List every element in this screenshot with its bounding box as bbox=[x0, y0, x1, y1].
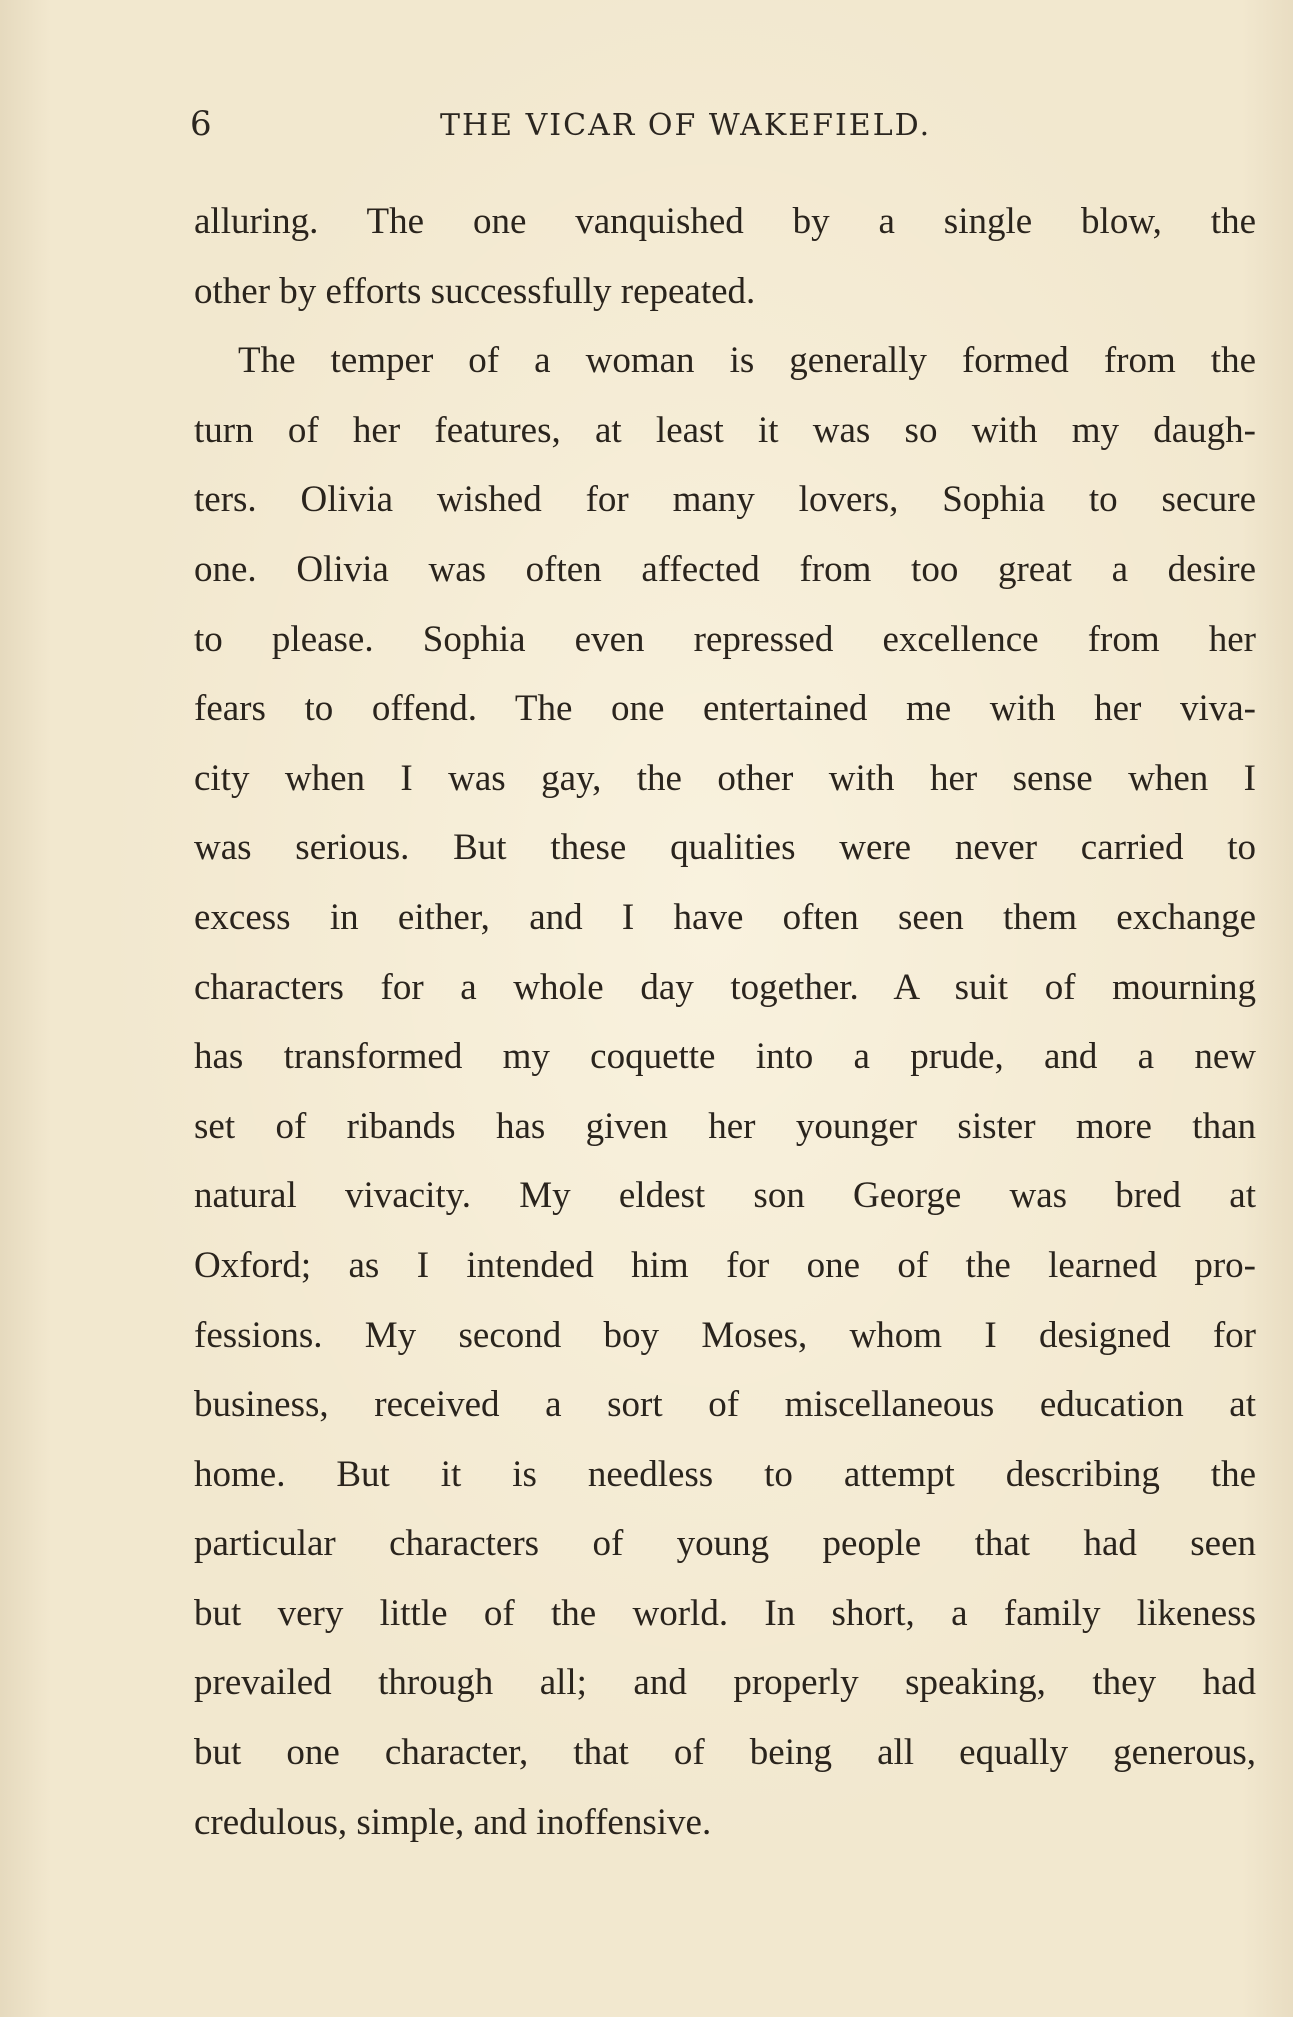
text-line: particular characters of young people that had seen bbox=[194, 1523, 1256, 1565]
text-line: other by efforts successfully repeated. bbox=[194, 270, 756, 312]
text-line: set of ribands has given her younger sister more than bbox=[194, 1105, 1256, 1147]
text-line: fears to offend. The one entertained me with her viva- bbox=[194, 688, 1256, 730]
text-line: but one character, that of being all equally generous, bbox=[194, 1732, 1256, 1774]
paragraph-1 bbox=[194, 187, 1256, 326]
text-line: business, received a sort of miscellaneous education at bbox=[194, 1384, 1256, 1426]
text-line: one. Olivia was often affected from too great a desire bbox=[194, 548, 1256, 590]
text-line: was serious. But these qualities were never carried to bbox=[194, 827, 1256, 869]
text-line: alluring. The one vanquished by a single blow, the bbox=[194, 201, 1256, 242]
text-line: Oxford; as I intended him for one of the learned pro- bbox=[194, 1244, 1256, 1286]
text-line: city when I was gay, the other with her sense when I bbox=[194, 757, 1256, 799]
text-line: fessions. My second boy Moses, whom I designed for bbox=[194, 1314, 1256, 1356]
text-line: credulous, simple, and inoffensive. bbox=[194, 1801, 712, 1843]
text-line: turn of her features, at least it was so with my daugh- bbox=[194, 409, 1256, 451]
text-line: The temper of a woman is generally formed from the bbox=[238, 340, 1256, 382]
text-line: characters for a whole day together. A suit of mourning bbox=[194, 966, 1256, 1008]
text-line: excess in either, and I have often seen them exchange bbox=[194, 896, 1256, 938]
body-text bbox=[194, 187, 1256, 1857]
text-line: home. But it is needless to attempt describing the bbox=[194, 1453, 1256, 1495]
page-header bbox=[190, 104, 1090, 154]
text-line: natural vivacity. My eldest son George was bred at bbox=[194, 1175, 1256, 1217]
text-line: prevailed through all; and properly speaking, they had bbox=[194, 1662, 1256, 1704]
paragraph-2 bbox=[194, 326, 1256, 1857]
page-number: 6 bbox=[190, 104, 212, 144]
text-line: ters. Olivia wished for many lovers, Sophia to secure bbox=[194, 479, 1256, 521]
running-title: THE VICAR OF WAKEFIELD. bbox=[440, 108, 932, 143]
text-line: has transformed my coquette into a prude, and a new bbox=[194, 1036, 1256, 1078]
text-line: but very little of the world. In short, a family likeness bbox=[194, 1592, 1256, 1634]
text-line: to please. Sophia even repressed excellence from her bbox=[194, 618, 1256, 660]
